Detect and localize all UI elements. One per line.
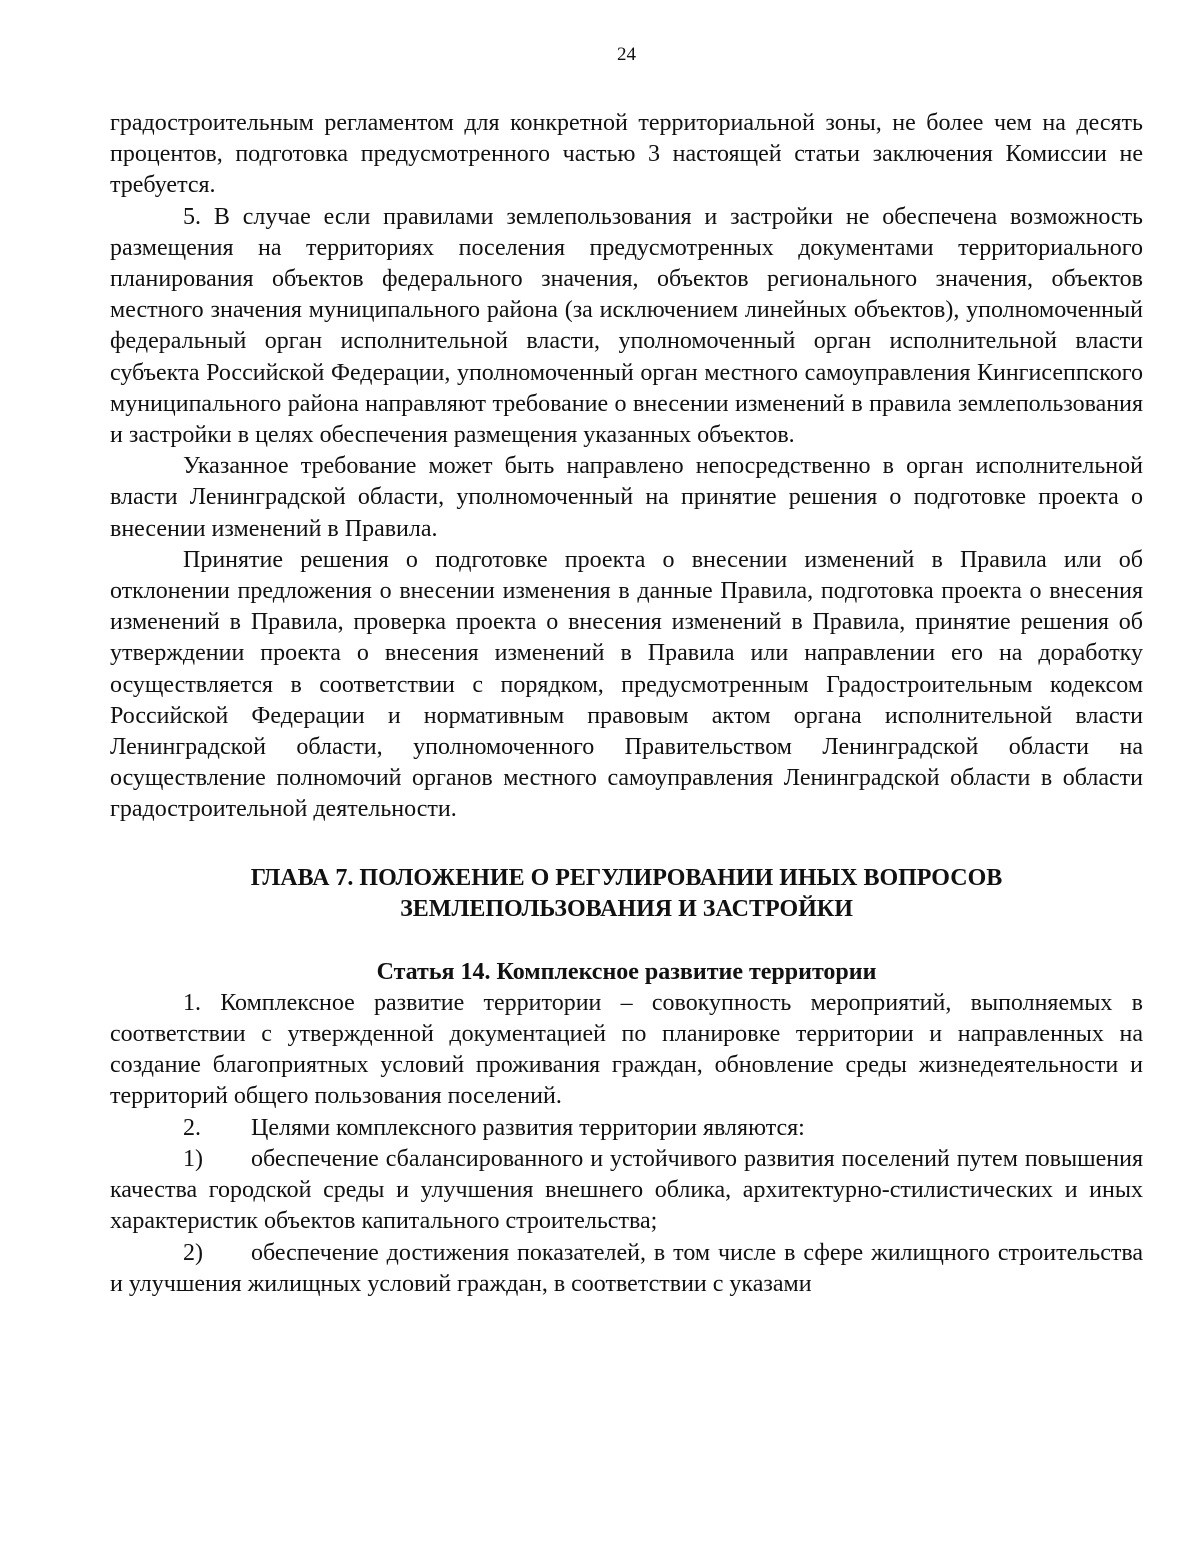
page-number: 24 [617, 44, 636, 65]
document-page [110, 40, 1143, 1300]
article-item-2-text: Целями комплексного развития территории являются: [251, 1114, 805, 1141]
paragraph-continuation: градостроительным регламентом для конкретной территориальной зоны, не более чем на десять процентов, подготовка предусмотренного частью 3 настоящей статьи заключения Комиссии не требуется. [110, 110, 1143, 199]
article-subitem-1-number: 1) [183, 1145, 203, 1172]
article-item-2 [110, 1113, 1143, 1144]
paragraph-decision: Принятие решения о подготовке проекта о внесении изменений в Правила или об отклонении предложения о внесении изменения в данные Правила, подготовка проекта о внесения изменений в Правила, проверка проекта о внесения изменений в Правила, принятие решения об утверждении проекта о внесения изменений в Правила или направлении его на доработку осуществляется в соответствии с порядком, предусмотренным Градостроительным кодексом Российской Федерации и нормативным правовым актом органа исполнительной власти Ленинградской области, уполномоченного Правительством Ленинградской области на осуществление полномочий органов местного самоуправления Ленинградской области в области градостроительной деятельности. [110, 546, 1143, 823]
article-subitem-2-number: 2) [183, 1239, 203, 1266]
chapter-title-line-2: ЗЕМЛЕПОЛЬЗОВАНИЯ И ЗАСТРОЙКИ [400, 896, 853, 923]
chapter-title [110, 863, 1143, 926]
article-item-2-number: 2. [183, 1114, 201, 1141]
paragraph-requirement: Указанное требование может быть направлено непосредственно в орган исполнительной власти Ленинградской области, уполномоченный на принятие решения о подготовке проекта о внесении изменений в Правила. [110, 453, 1143, 542]
article-title: Статья 14. Комплексное развитие территории [376, 958, 877, 985]
article-subitem-1-text: обеспечение сбалансированного и устойчивого развития поселений путем повышения качества городской среды и улучшения внешнего облика, архитектурно-стилистических и иных характеристик объектов капитального строительства; [110, 1145, 1143, 1235]
chapter-title-line-1: ГЛАВА 7. ПОЛОЖЕНИЕ О РЕГУЛИРОВАНИИ ИНЫХ ВОПРОСОВ [250, 864, 1003, 891]
article-subitem-2-text: обеспечение достижения показателей, в том числе в сфере жилищного строительства и улучшения жилищных условий граждан, в соответствии с указами [110, 1239, 1143, 1297]
article-subitem-2 [110, 1238, 1143, 1300]
article-subitem-1 [110, 1144, 1143, 1238]
paragraph-item-5: 5. В случае если правилами землепользования и застройки не обеспечена возможность размещения на территориях поселения предусмотренных документами территориального планирования объектов федерального значения, объектов регионального значения, объектов местного значения муниципального района (за исключением линейных объектов), уполномоченный федеральный орган исполнительной власти, уполномоченный орган исполнительной власти субъекта Российской Федерации, уполномоченный орган местного самоуправления Кингисеппского муниципального района направляют требование о внесении изменений в правила землепользования и застройки в целях обеспечения размещения указанных объектов. [110, 203, 1143, 449]
article-paragraph-1: 1. Комплексное развитие территории – совокупность мероприятий, выполняемых в соответствии с утвержденной документацией по планировке территории и направленных на создание благоприятных условий проживания граждан, обновление среды жизнедеятельности и территорий общего пользования поселений. [110, 989, 1143, 1110]
